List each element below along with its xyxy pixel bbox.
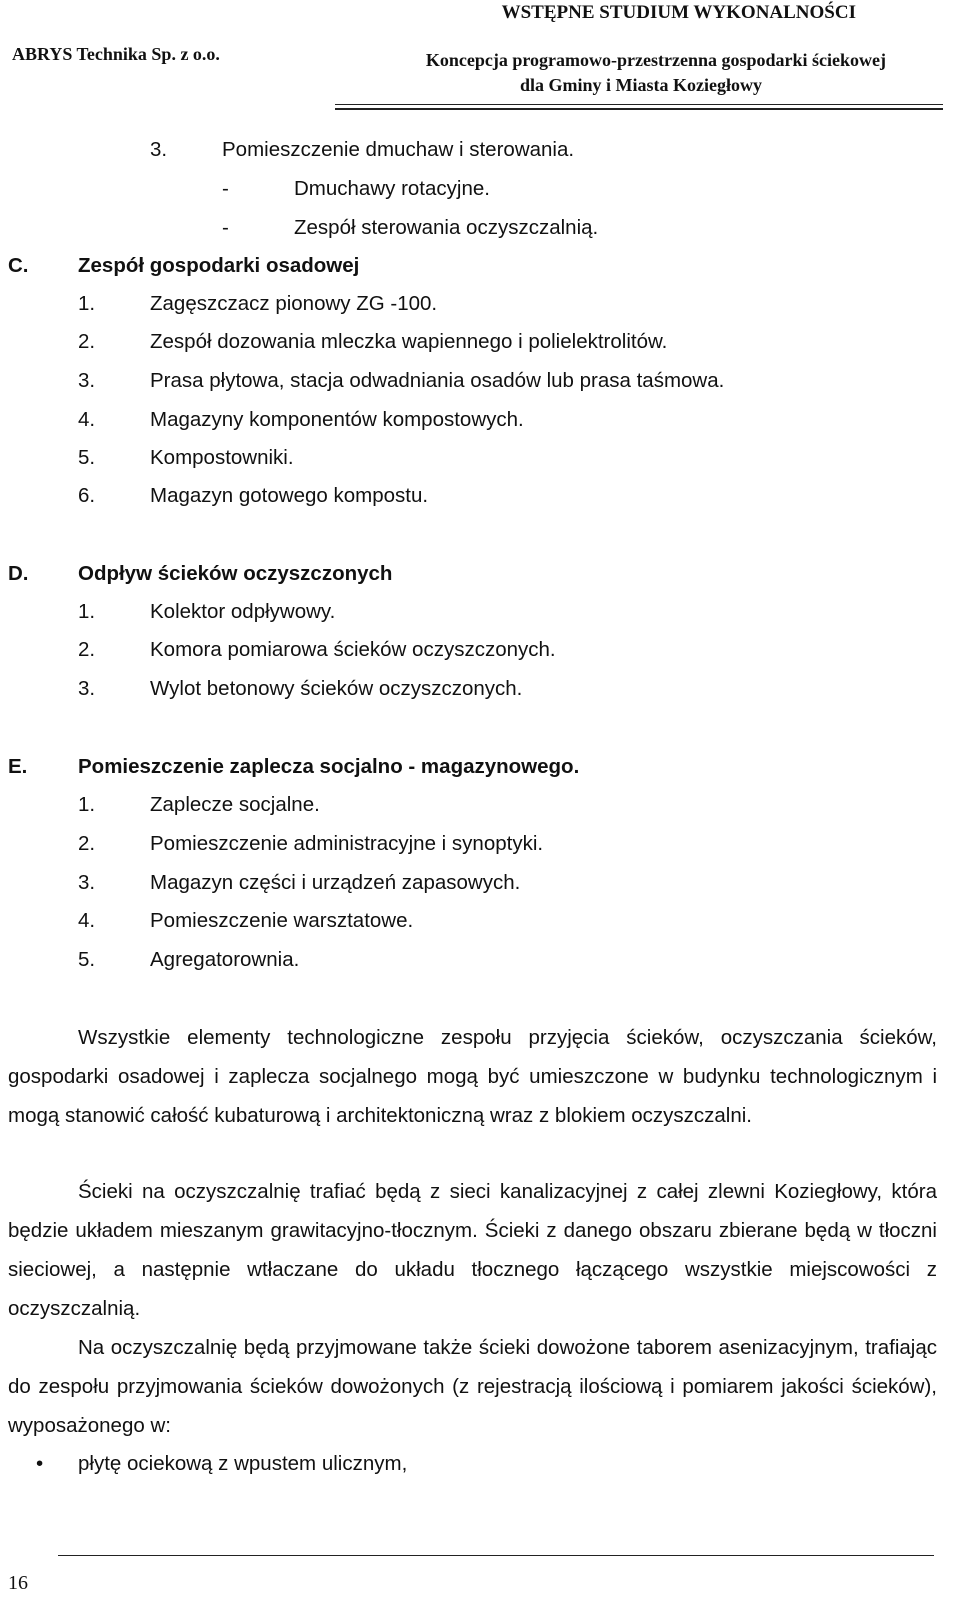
list-item-number: 1. [78,292,96,315]
list-item-text: Pomieszczenie warsztatowe. [150,909,414,932]
sub-item-text: Zespół sterowania oczyszczalnią. [294,216,599,239]
section-title: Pomieszczenie zaplecza socjalno - magazynowego. [78,755,580,778]
list-item-text: Zagęszczacz pionowy ZG -100. [150,292,438,315]
list-item-text: Komora pomiarowa ścieków oczyszczonych. [150,638,556,661]
list-item-number: 2. [78,638,96,661]
list-item-text: Agregatorownia. [150,948,300,971]
section-title: Odpływ ścieków oczyszczonych [78,562,393,585]
list-item-text: Magazyn gotowego kompostu. [150,484,429,507]
list-item-number: 1. [78,600,96,623]
body-paragraph: Ścieki na oczyszczalnię trafiać będą z sieci kanalizacyjnej z całej zlewni Koziegłowy, która będzie układem mieszanym grawitacyjno-tłocznym. Ścieki z danego obszaru zbierane będą w tłoczni sieciowej, a następnie wtłaczane do układu tłocznego łączącego wszystkie miejscowości z oczyszczalnią. [8,1180,937,1320]
list-item-number: 1. [78,793,96,816]
sub-item-dash: - [222,177,229,200]
list-item-text: Magazyn części i urządzeń zapasowych. [150,871,521,894]
list-item-text: Wylot betonowy ścieków oczyszczonych. [150,677,523,700]
concept-title-line2: dla Gminy i Miasta Koziegłowy [520,75,762,95]
footer-rule [58,1555,934,1556]
list-item-text: Zespół dozowania mleczka wapiennego i polielektrolitów. [150,330,668,353]
list-item-number: 3. [150,138,168,161]
list-item-text: Zaplecze socjalne. [150,793,320,816]
list-item-number: 3. [78,369,96,392]
body-paragraph: Na oczyszczalnię będą przyjmowane także ścieki dowożone taborem asenizacyjnym, trafiając do zespołu przyjmowania ścieków dowożonych (z rejestracją ilościową i pomiarem jakości ścieków), wyposażonego w: [8,1336,937,1437]
section-title: Zespół gospodarki osadowej [78,254,360,277]
list-item-number: 4. [78,909,96,932]
page-number: 16 [8,1572,28,1594]
list-item-number: 4. [78,408,96,431]
list-item-text: Pomieszczenie dmuchaw i sterowania. [222,138,575,161]
list-item-text: Pomieszczenie administracyjne i synoptyki. [150,832,544,855]
list-item-number: 2. [78,832,96,855]
list-item-text: Prasa płytowa, stacja odwadniania osadów lub prasa taśmowa. [150,369,725,392]
section-letter: D. [8,562,29,585]
bullet-icon: • [36,1452,44,1475]
list-item-number: 2. [78,330,96,353]
body-paragraph: Wszystkie elementy technologiczne zespołu przyjęcia ścieków, oczyszczania ścieków, gospodarki osadowej i zaplecza socjalnego mogą być umieszczone w budynku technologicznym i mogą stanowić całość kubaturową i architektoniczną wraz z blokiem oczyszczalni. [8,1026,937,1127]
section-letter: C. [8,254,29,277]
sub-item-dash: - [222,216,229,239]
header-rule-thin [335,104,943,105]
concept-title-line1: Koncepcja programowo-przestrzenna gospodarki ściekowej [425,50,886,70]
sub-item-text: Dmuchawy rotacyjne. [294,177,490,200]
list-item-number: 5. [78,446,96,469]
bullet-item-text: płytę ociekową z wpustem ulicznym, [78,1452,408,1475]
header-rule-thick [335,108,943,110]
list-item-text: Kolektor odpływowy. [150,600,336,623]
list-item-number: 3. [78,677,96,700]
list-item-text: Magazyny komponentów kompostowych. [150,408,524,431]
list-item-number: 5. [78,948,96,971]
list-item-number: 6. [78,484,96,507]
company-name: ABRYS Technika Sp. z o.o. [12,44,220,64]
section-letter: E. [8,755,28,778]
study-title: WSTĘPNE STUDIUM WYKONALNOŚCI [501,2,856,23]
list-item-number: 3. [78,871,96,894]
list-item-text: Kompostowniki. [150,446,294,469]
